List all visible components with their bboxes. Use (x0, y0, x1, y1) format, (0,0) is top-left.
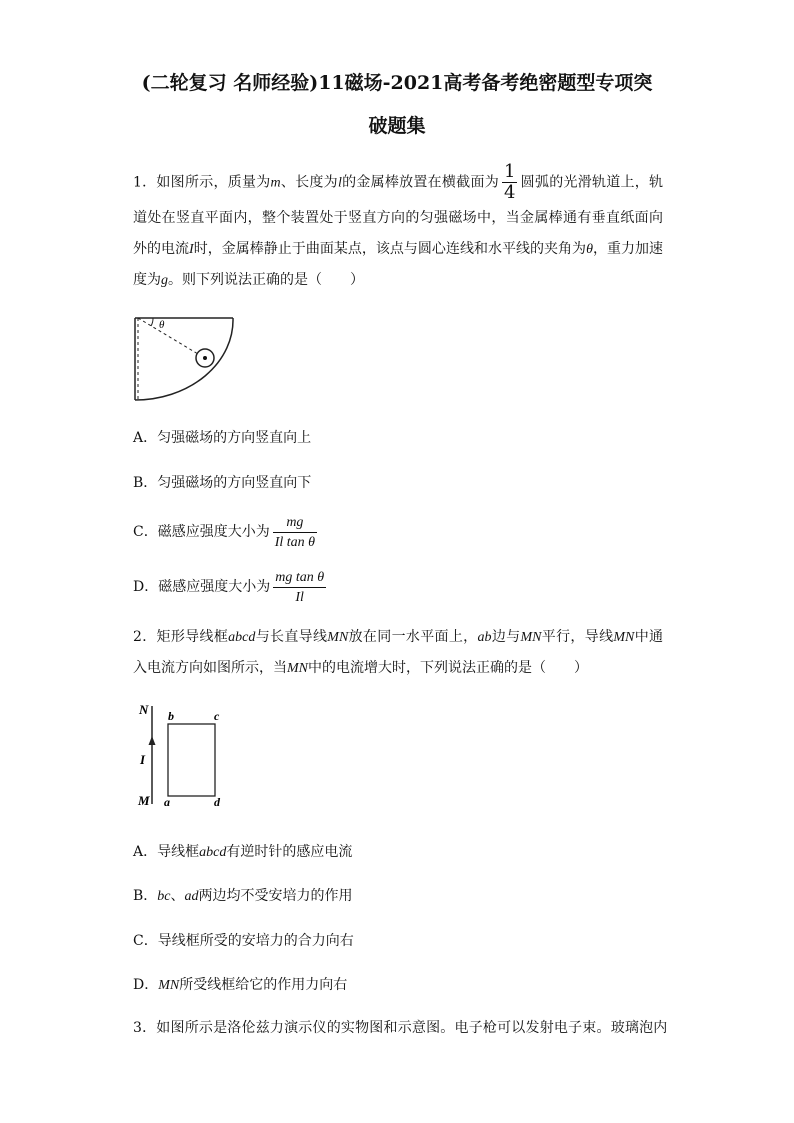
q1-text-part: 、长度为 (280, 174, 338, 191)
q2-text-part: 2．矩形导线框 (133, 629, 229, 645)
q1-text-part: 时，金属棒静止于曲面某点，该点与圆心连线和水平线的夹角为 (193, 241, 587, 257)
var-abcd: abcd (228, 630, 256, 645)
q2-text-part: 放在同一水平面上， (348, 629, 478, 645)
c-denominator-text: Il tan θ (274, 534, 316, 550)
option-b-suffix: 两边均不受安培力的作用 (198, 888, 353, 904)
c-numerator-text: mg (286, 514, 304, 530)
angle-arc (151, 318, 153, 326)
option-a-abcd: abcd (199, 845, 227, 860)
label-c: c (214, 709, 220, 723)
current-arrow (149, 736, 156, 745)
label-M: M (138, 793, 150, 808)
q1-option-a[interactable]: A．匀强磁场的方向竖直向上 (133, 430, 312, 446)
option-b-sep: 、 (170, 888, 185, 904)
q1-text-part: 圆弧的光滑轨道上，轨道处在竖直平面内，整个装置处于竖直方向的匀强磁场中，当金属棒通有垂直纸面向外的电流 (133, 174, 664, 257)
question-3-text: 3．如图所示是洛伦兹力演示仪的实物图和示意图。电子枪可以发射电子束。玻璃泡内 (133, 1020, 668, 1036)
option-c-label: C．磁感应强度大小为 (133, 524, 270, 540)
label-b: b (168, 709, 174, 723)
label-I: I (140, 752, 146, 767)
q2-option-c[interactable]: C．导线框所受的安培力的合力向右 (133, 933, 354, 949)
var-ab: ab (477, 630, 492, 645)
quarter-fraction (502, 162, 517, 203)
d-numerator-text: mg tan θ (275, 569, 325, 585)
q1-text-part: 。则下列说法正确的是（ ） (168, 272, 364, 288)
label-d: d (214, 795, 220, 809)
var-MN: MN (613, 630, 635, 645)
var-m: m (270, 175, 281, 191)
track-arc (135, 318, 233, 400)
radius-dashed-line (138, 318, 203, 357)
figure-wire-and-frame (130, 698, 240, 813)
q1-text-part: 的金属棒放置在横截面为 (341, 174, 499, 191)
option-d-MN: MN (158, 978, 180, 993)
current-out-dot (203, 356, 207, 360)
fraction-denominator: 4 (503, 182, 516, 203)
q2-text-part: 与长直导线 (255, 629, 328, 645)
label-N: N (139, 702, 149, 717)
rectangular-frame (168, 724, 215, 796)
option-d-label: D．磁感应强度大小为 (133, 579, 271, 595)
question-1-text (133, 162, 663, 296)
var-I: I (189, 242, 194, 257)
q1-text-part: ，重力加速度为 (133, 241, 664, 288)
var-theta: θ (586, 242, 593, 257)
fraction-denominator (273, 588, 326, 607)
theta-label: θ (159, 319, 165, 331)
q2-text-part: 平行，导线 (541, 629, 614, 645)
fraction-numerator (273, 568, 326, 588)
var-MN: MN (287, 661, 308, 676)
question-2-text (133, 622, 663, 684)
fraction-numerator (273, 513, 317, 533)
option-d-suffix: 所受线框给它的作用力向右 (179, 977, 348, 993)
option-a-prefix: A．导线框 (133, 844, 200, 860)
q2-option-a[interactable] (133, 842, 352, 863)
q2-option-d[interactable] (133, 975, 347, 996)
fraction-numerator: 1 (503, 161, 516, 182)
q2-text-part: 中的电流增大时，下列说法正确的是（ ） (308, 660, 588, 676)
option-b-prefix: B． (133, 888, 158, 904)
q2-option-b[interactable] (133, 886, 353, 907)
q1-text-part: 1．如图所示，质量为 (133, 174, 271, 191)
option-d-fraction (273, 568, 326, 607)
option-d-prefix: D． (133, 977, 159, 993)
q1-option-c[interactable] (133, 512, 320, 552)
d-denominator-text: Il (295, 589, 304, 605)
option-b-ad: ad (184, 889, 199, 904)
var-l: l (337, 175, 342, 191)
document-title-line2: 破题集 (368, 115, 426, 137)
var-g: g (161, 273, 168, 288)
q2-text-part: 中通入电流方向如图所示，当 (133, 629, 664, 676)
fraction-denominator (273, 533, 317, 552)
document-title-line1: (二轮复习 名师经验)11磁场-2021高考备考绝密题型专项突 (141, 72, 653, 94)
label-a: a (164, 795, 170, 809)
var-MN: MN (327, 630, 349, 645)
q1-option-d[interactable] (133, 567, 329, 607)
option-b-bc: bc (157, 889, 171, 904)
option-c-fraction (273, 513, 317, 552)
q1-option-b[interactable]: B．匀强磁场的方向竖直向下 (133, 475, 312, 491)
option-a-suffix: 有逆时针的感应电流 (226, 844, 353, 860)
q2-text-part: 边与 (491, 629, 521, 645)
figure-quarter-arc-track (125, 312, 245, 407)
var-MN: MN (520, 630, 542, 645)
